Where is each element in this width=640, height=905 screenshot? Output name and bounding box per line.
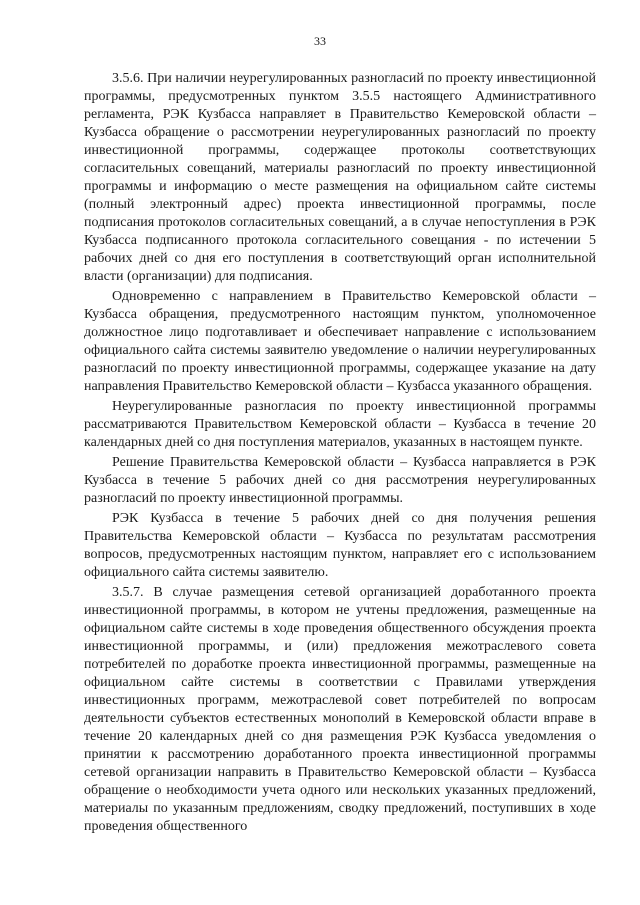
paragraph-rek-forwarding: РЭК Кузбасса в течение 5 рабочих дней со дня получения решения Правительства Кемеровской области – Кузбасса по результатам рассмотрения вопросов, предусмотренных настоящим пунктом, направляет его с использованием официального сайта системы заявителю.	[84, 511, 596, 580]
paragraph-3-5-6: 3.5.6. При наличии неурегулированных разногласий по проекту инвестиционной программы, предусмотренных пунктом 3.5.5 настоящего Административного регламента, РЭК Кузбасса направляет в Правительство Кемеровской области – Кузбасса обращение о рассмотрении неурегулированных разногласий по проекту инвестиционной программы, содержащее протоколы соответствующих согласительных совещаний, материалы разногласий по проекту инвестиционной программы и информацию о месте размещения на официальном сайте системы (полный электронный адрес) проекта инвестиционной программы, после подписания протоколов согласительных совещаний, а в случае непоступления в РЭК Кузбасса подписанного протокола согласительного совещания - по истечении 5 рабочих дней со дня его поступления в соответствующий орган исполнительной власти (организации) для подписания.	[84, 71, 596, 284]
paragraph-simultaneous-notice: Одновременно с направлением в Правительство Кемеровской области – Кузбасса обращения, предусмотренного настоящим пунктом, уполномоченное должностное лицо подготавливает и обеспечивает направление с использованием официального сайта системы заявителю уведомление о наличии неурегулированных разногласий по проекту инвестиционной программы, содержащее указание на дату направления Правительство Кемеровской области – Кузбасса указанного обращения.	[84, 289, 596, 394]
paragraph-3-5-7: 3.5.7. В случае размещения сетевой организацией доработанного проекта инвестиционной программы, в котором не учтены предложения, размещенные на официальном сайте системы в ходе проведения общественного обсуждения проекта инвестиционной программы, и (или) предложения межотраслевого совета потребителей по доработке проекта инвестиционной программы, размещенные на официальном сайте системы в соответствии с Правилами утверждения инвестиционных программ, межотраслевой совет потребителей по вопросам деятельности субъектов естественных монополий в Кемеровской области вправе в течение 20 календарных дней со дня размещения РЭК Кузбасса уведомления о принятии к рассмотрению доработанного проекта инвестиционной программы сетевой организации направить в Правительство Кемеровской области – Кузбасса обращение о необходимости учета одного или нескольких указанных предложений, материалы по указанным предложениям, сводку предложений, поступивших в ходе проведения общественного	[84, 585, 596, 834]
page-number: 33	[314, 34, 326, 48]
paragraph-government-decision: Решение Правительства Кемеровской области – Кузбасса направляется в РЭК Кузбасса в течение 5 рабочих дней со дня рассмотрения неурегулированных разногласий по проекту инвестиционной программы.	[84, 455, 596, 506]
document-body	[84, 70, 596, 836]
paragraph-disagreement-review: Неурегулированные разногласия по проекту инвестиционной программы рассматриваются Правительством Кемеровской области – Кузбасса в течение 20 календарных дней со дня поступления материалов, указанных в настоящем пункте.	[84, 399, 596, 450]
